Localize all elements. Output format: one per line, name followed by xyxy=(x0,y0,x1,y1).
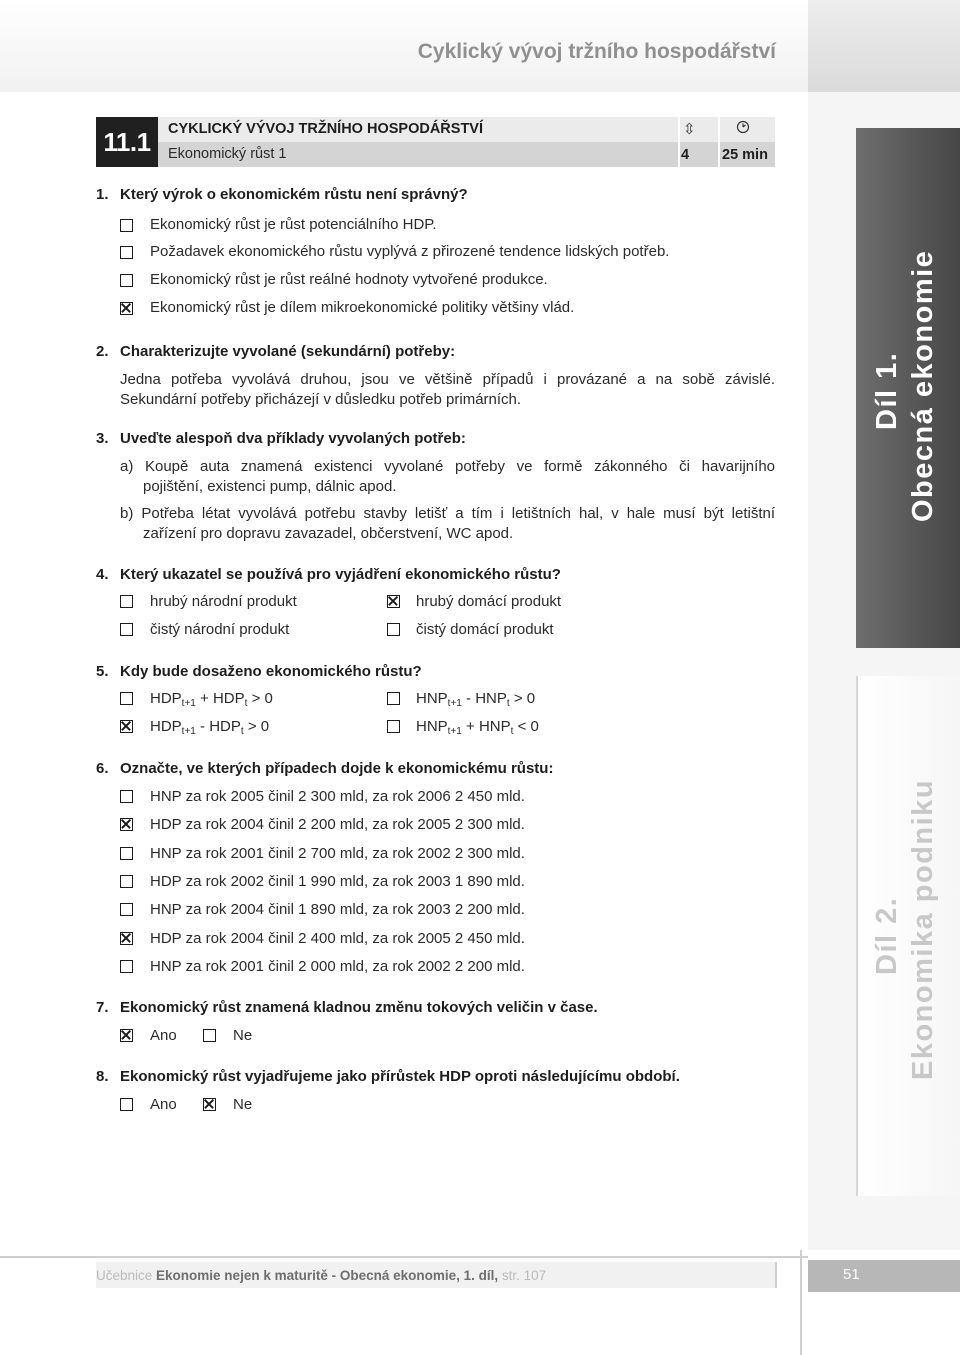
checkbox[interactable] xyxy=(120,932,133,945)
option-label: Požadavek ekonomického růstu vyplývá z přirozené tendence lidských potřeb. xyxy=(150,243,670,260)
option-label: čistý národní produkt xyxy=(150,621,290,638)
option-label: hrubý domácí produkt xyxy=(416,593,562,610)
option-label: Ano xyxy=(150,1096,177,1113)
footer-rule xyxy=(0,1256,808,1258)
tab-dil-2-number: Díl 2. xyxy=(871,896,903,975)
checkbox[interactable] xyxy=(120,692,133,705)
header-title-row xyxy=(158,117,775,142)
answer-line: pojištění, existenci pump, dálnic apod. xyxy=(143,478,397,495)
tab-dil-2-border xyxy=(856,676,858,1196)
question-text: Charakterizujte vyvolané (sekundární) potřeby: xyxy=(120,343,456,360)
exercise-number-badge: 11.1 xyxy=(96,117,158,167)
checkbox[interactable] xyxy=(120,246,133,259)
page-number-box xyxy=(808,1260,960,1292)
question-text: Ekonomický růst znamená kladnou změnu tokových veličin v čase. xyxy=(120,999,598,1016)
checkbox[interactable] xyxy=(120,960,133,973)
question-text: Který ukazatel se používá pro vyjádření ekonomického růstu? xyxy=(120,566,561,583)
question-number: 3. xyxy=(96,430,109,447)
time-value: 25 min xyxy=(722,147,768,163)
formula-option: $HNP_{t+1} + HNP_t < 0$ xyxy=(416,718,539,737)
question-number: 7. xyxy=(96,999,109,1016)
option-label: Ekonomický růst je růst potenciálního HDP. xyxy=(150,216,437,233)
question-number: 5. xyxy=(96,663,109,680)
checkbox[interactable] xyxy=(203,1029,216,1042)
checkbox[interactable] xyxy=(120,720,133,733)
header-divider xyxy=(678,142,680,167)
checkbox[interactable] xyxy=(387,623,400,636)
checkbox[interactable] xyxy=(203,1098,216,1111)
question-text: Uveďte alespoň dva příklady vyvolaných potřeb: xyxy=(120,430,466,447)
option-label: Ano xyxy=(150,1027,177,1044)
answer-text xyxy=(120,504,775,544)
checkbox[interactable] xyxy=(387,595,400,608)
clock-icon xyxy=(736,120,750,138)
formula-option: $HNP_{t+1} - HNP_t > 0$ xyxy=(416,690,536,709)
header-divider xyxy=(678,117,680,142)
tab-dil-2-title: Ekonomika podniku xyxy=(907,778,939,1080)
question-3 xyxy=(96,430,466,447)
option-label: Ne xyxy=(233,1027,253,1044)
header-divider xyxy=(718,117,720,142)
option-label: Ne xyxy=(233,1096,253,1113)
question-number: 8. xyxy=(96,1068,109,1085)
answer-line: zařízení pro dopravu zavazadel, občerstvení, WC apod. xyxy=(143,525,514,542)
footer-vertical-rule xyxy=(800,1250,802,1355)
option-label: čistý domácí produkt xyxy=(416,621,554,638)
question-5 xyxy=(96,663,422,680)
running-title: Cyklický vývoj tržního hospodářství xyxy=(417,40,776,63)
checkbox[interactable] xyxy=(120,875,133,888)
side-top-fade xyxy=(808,0,960,92)
question-2 xyxy=(96,343,455,360)
question-4 xyxy=(96,566,561,583)
header-subtitle-row xyxy=(158,142,775,167)
up-down-arrow-icon: ⇳ xyxy=(683,121,696,138)
question-number: 2. xyxy=(96,343,109,360)
option-label: HNP za rok 2005 činil 2 300 mld, za rok 2006 2 450 mld. xyxy=(150,788,525,805)
exercise-header xyxy=(96,117,775,167)
question-text: Který výrok o ekonomickém růstu není správný? xyxy=(120,186,468,203)
question-number: 6. xyxy=(96,760,109,777)
question-text: Ekonomický růst vyjadřujeme jako přírůstek HDP oproti následujícímu období. xyxy=(120,1068,680,1085)
checkbox[interactable] xyxy=(387,692,400,705)
checkbox[interactable] xyxy=(120,302,133,315)
checkbox[interactable] xyxy=(120,595,133,608)
checkbox[interactable] xyxy=(120,1098,133,1111)
checkbox[interactable] xyxy=(387,720,400,733)
answer-text xyxy=(120,457,775,497)
checkbox[interactable] xyxy=(120,790,133,803)
option-label: HNP za rok 2001 činil 2 700 mld, za rok 2002 2 300 mld. xyxy=(150,845,525,862)
option-label: HDP za rok 2004 činil 2 400 mld, za rok 2005 2 450 mld. xyxy=(150,930,525,947)
option-label: hrubý národní produkt xyxy=(150,593,297,610)
formula-option: $HDP_{t+1} + HDP_t > 0$ xyxy=(150,690,273,709)
question-7 xyxy=(96,999,598,1016)
difficulty-value: 4 xyxy=(681,147,690,163)
question-number: 1. xyxy=(96,186,109,203)
answer-line: b) Potřeba létat vyvolává potřebu stavby letišť a tím i letištních hal, v hale musí být letištní xyxy=(120,505,775,522)
checkbox[interactable] xyxy=(120,219,133,232)
option-label: HNP za rok 2001 činil 2 000 mld, za rok 2002 2 200 mld. xyxy=(150,958,525,975)
option-label: Ekonomický růst je růst reálné hodnoty vytvořené produkce. xyxy=(150,271,548,288)
checkbox[interactable] xyxy=(120,623,133,636)
option-label: HDP za rok 2004 činil 2 200 mld, za rok 2005 2 300 mld. xyxy=(150,816,525,833)
question-text: Označte, ve kterých případech dojde k ekonomickému růstu: xyxy=(120,760,554,777)
question-8 xyxy=(96,1068,680,1085)
tab-dil-1-title: Obecná ekonomie xyxy=(907,249,939,522)
exercise-title: CYKLICKÝ VÝVOJ TRŽNÍHO HOSPODÁŘSTVÍ xyxy=(168,121,484,137)
option-label: HNP za rok 2004 činil 1 890 mld, za rok 2003 2 200 mld. xyxy=(150,901,525,918)
answer-line: Sekundární potřeby přicházejí v důsledku potřeb primárních. xyxy=(120,391,522,408)
footer-citation: Učebnice Ekonomie nejen k maturitě - Obecná ekonomie, 1. díl, str. 107 xyxy=(96,1268,547,1283)
checkbox[interactable] xyxy=(120,818,133,831)
checkbox[interactable] xyxy=(120,1029,133,1042)
answer-text xyxy=(120,370,775,410)
page-number: 51 xyxy=(843,1266,860,1283)
question-text: Kdy bude dosaženo ekonomického růstu? xyxy=(120,663,422,680)
checkbox[interactable] xyxy=(120,847,133,860)
checkbox[interactable] xyxy=(120,903,133,916)
header-divider xyxy=(718,142,720,167)
formula-option: $HDP_{t+1} - HDP_t > 0$ xyxy=(150,718,270,737)
checkbox[interactable] xyxy=(120,274,133,287)
answer-line: a) Koupě auta znamená existenci vyvolané potřeby ve formě zákonného či havarijního xyxy=(120,458,775,475)
exercise-subtitle: Ekonomický růst 1 xyxy=(168,146,287,162)
option-label: HDP za rok 2002 činil 1 990 mld, za rok 2003 1 890 mld. xyxy=(150,873,525,890)
option-label: Ekonomický růst je dílem mikroekonomické politiky většiny vlád. xyxy=(150,299,575,316)
question-6 xyxy=(96,760,553,777)
tab-dil-1-number: Díl 1. xyxy=(871,351,903,430)
question-1 xyxy=(96,186,468,203)
answer-line: Jedna potřeba vyvolává druhou, jsou ve většině případů i provázané a na sobě závislé. xyxy=(120,371,775,388)
question-number: 4. xyxy=(96,566,109,583)
